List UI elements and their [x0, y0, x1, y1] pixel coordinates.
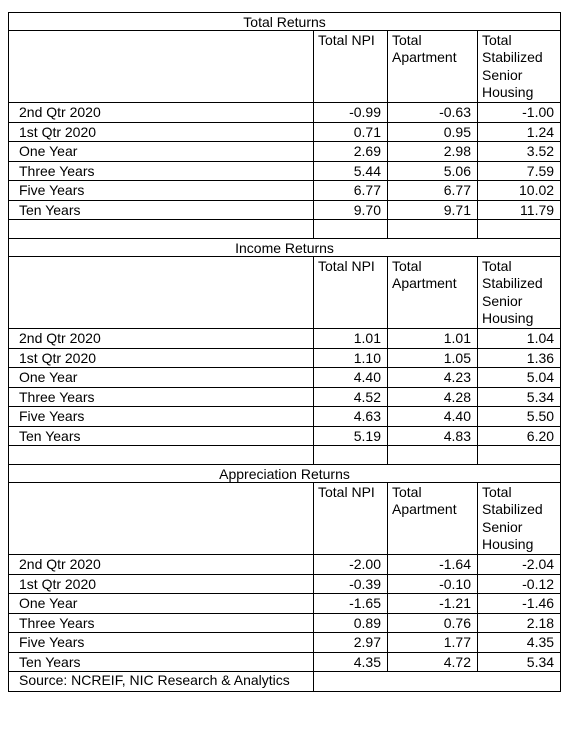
header-empty-cell: [9, 257, 314, 329]
table-row: [9, 574, 561, 594]
table-row: [9, 387, 561, 407]
row-label: Five Years: [9, 633, 314, 653]
value-cell: 2.98: [388, 142, 478, 162]
value-cell: 0.76: [388, 613, 478, 633]
value-cell: 1.36: [478, 348, 561, 368]
section-title-row: [9, 465, 561, 483]
value-cell: -1.46: [478, 594, 561, 614]
value-cell: 9.70: [314, 200, 388, 220]
value-cell: -1.64: [388, 555, 478, 575]
value-cell: 4.83: [388, 426, 478, 446]
section-title-row: [9, 13, 561, 31]
column-header: Total Stabilized Senior Housing: [478, 257, 561, 329]
value-cell: 2.69: [314, 142, 388, 162]
value-cell: 5.34: [478, 387, 561, 407]
empty-cell: [314, 446, 388, 465]
table-row: [9, 161, 561, 181]
value-cell: -2.04: [478, 555, 561, 575]
value-cell: -0.99: [314, 103, 388, 123]
value-cell: -2.00: [314, 555, 388, 575]
value-cell: 6.77: [388, 181, 478, 201]
table-row: [9, 652, 561, 672]
table-row: [9, 426, 561, 446]
table-row: [9, 594, 561, 614]
value-cell: 5.06: [388, 161, 478, 181]
table-row: [9, 329, 561, 349]
value-cell: 1.24: [478, 122, 561, 142]
value-cell: 5.19: [314, 426, 388, 446]
value-cell: 2.97: [314, 633, 388, 653]
row-label: One Year: [9, 142, 314, 162]
table-row: [9, 348, 561, 368]
column-header: Total NPI: [314, 483, 388, 555]
empty-cell: [478, 220, 561, 239]
value-cell: -1.65: [314, 594, 388, 614]
value-cell: 5.44: [314, 161, 388, 181]
value-cell: 5.50: [478, 407, 561, 427]
value-cell: 4.35: [314, 652, 388, 672]
column-header: Total NPI: [314, 257, 388, 329]
header-empty-cell: [9, 31, 314, 103]
value-cell: 7.59: [478, 161, 561, 181]
value-cell: 6.20: [478, 426, 561, 446]
section-title: Income Returns: [9, 239, 561, 257]
table-row: [9, 200, 561, 220]
row-label: One Year: [9, 594, 314, 614]
value-cell: 1.04: [478, 329, 561, 349]
value-cell: -0.39: [314, 574, 388, 594]
table-row: [9, 103, 561, 123]
value-cell: 1.01: [314, 329, 388, 349]
value-cell: 4.28: [388, 387, 478, 407]
row-label: 2nd Qtr 2020: [9, 103, 314, 123]
row-label: Three Years: [9, 387, 314, 407]
value-cell: 6.77: [314, 181, 388, 201]
value-cell: 5.34: [478, 652, 561, 672]
column-header: Total Stabilized Senior Housing: [478, 483, 561, 555]
table-row: [9, 181, 561, 201]
column-header: Total NPI: [314, 31, 388, 103]
value-cell: 1.05: [388, 348, 478, 368]
empty-cell: [9, 220, 314, 239]
value-cell: 9.71: [388, 200, 478, 220]
value-cell: 2.18: [478, 613, 561, 633]
value-cell: -0.63: [388, 103, 478, 123]
source-note: Source: NCREIF, NIC Research & Analytics: [9, 672, 314, 692]
value-cell: 0.71: [314, 122, 388, 142]
row-label: Three Years: [9, 613, 314, 633]
column-header-row: [9, 31, 561, 103]
value-cell: 3.52: [478, 142, 561, 162]
value-cell: -1.21: [388, 594, 478, 614]
table-row: [9, 142, 561, 162]
column-header-row: [9, 483, 561, 555]
row-label: Ten Years: [9, 652, 314, 672]
row-label: Ten Years: [9, 426, 314, 446]
empty-cell: [388, 446, 478, 465]
value-cell: -1.00: [478, 103, 561, 123]
row-label: Five Years: [9, 181, 314, 201]
header-empty-cell: [9, 483, 314, 555]
value-cell: 4.35: [478, 633, 561, 653]
row-label: 1st Qtr 2020: [9, 122, 314, 142]
row-label: 1st Qtr 2020: [9, 574, 314, 594]
table-row: [9, 122, 561, 142]
value-cell: 4.40: [314, 368, 388, 388]
value-cell: 1.01: [388, 329, 478, 349]
empty-cell: [388, 220, 478, 239]
spacer-row: [9, 220, 561, 239]
row-label: 2nd Qtr 2020: [9, 555, 314, 575]
value-cell: 4.52: [314, 387, 388, 407]
section-title: Appreciation Returns: [9, 465, 561, 483]
value-cell: 1.10: [314, 348, 388, 368]
row-label: Ten Years: [9, 200, 314, 220]
column-header: Total Apartment: [388, 31, 478, 103]
table-row: [9, 555, 561, 575]
value-cell: 4.40: [388, 407, 478, 427]
row-label: 2nd Qtr 2020: [9, 329, 314, 349]
value-cell: -0.10: [388, 574, 478, 594]
empty-cell: [314, 220, 388, 239]
empty-cell: [9, 446, 314, 465]
value-cell: 4.72: [388, 652, 478, 672]
table-row: [9, 368, 561, 388]
value-cell: 5.04: [478, 368, 561, 388]
table-row: [9, 613, 561, 633]
row-label: Five Years: [9, 407, 314, 427]
value-cell: 10.02: [478, 181, 561, 201]
returns-table: [8, 12, 561, 692]
row-label: One Year: [9, 368, 314, 388]
row-label: 1st Qtr 2020: [9, 348, 314, 368]
table-row: [9, 633, 561, 653]
empty-cell: [478, 446, 561, 465]
spacer-row: [9, 446, 561, 465]
section-title: Total Returns: [9, 13, 561, 31]
value-cell: 4.23: [388, 368, 478, 388]
section-title-row: [9, 239, 561, 257]
table-row: [9, 407, 561, 427]
empty-cell: [314, 672, 561, 692]
column-header: Total Stabilized Senior Housing: [478, 31, 561, 103]
column-header-row: [9, 257, 561, 329]
row-label: Three Years: [9, 161, 314, 181]
value-cell: -0.12: [478, 574, 561, 594]
column-header: Total Apartment: [388, 257, 478, 329]
value-cell: 1.77: [388, 633, 478, 653]
value-cell: 11.79: [478, 200, 561, 220]
source-row: [9, 672, 561, 692]
value-cell: 0.89: [314, 613, 388, 633]
column-header: Total Apartment: [388, 483, 478, 555]
value-cell: 4.63: [314, 407, 388, 427]
value-cell: 0.95: [388, 122, 478, 142]
